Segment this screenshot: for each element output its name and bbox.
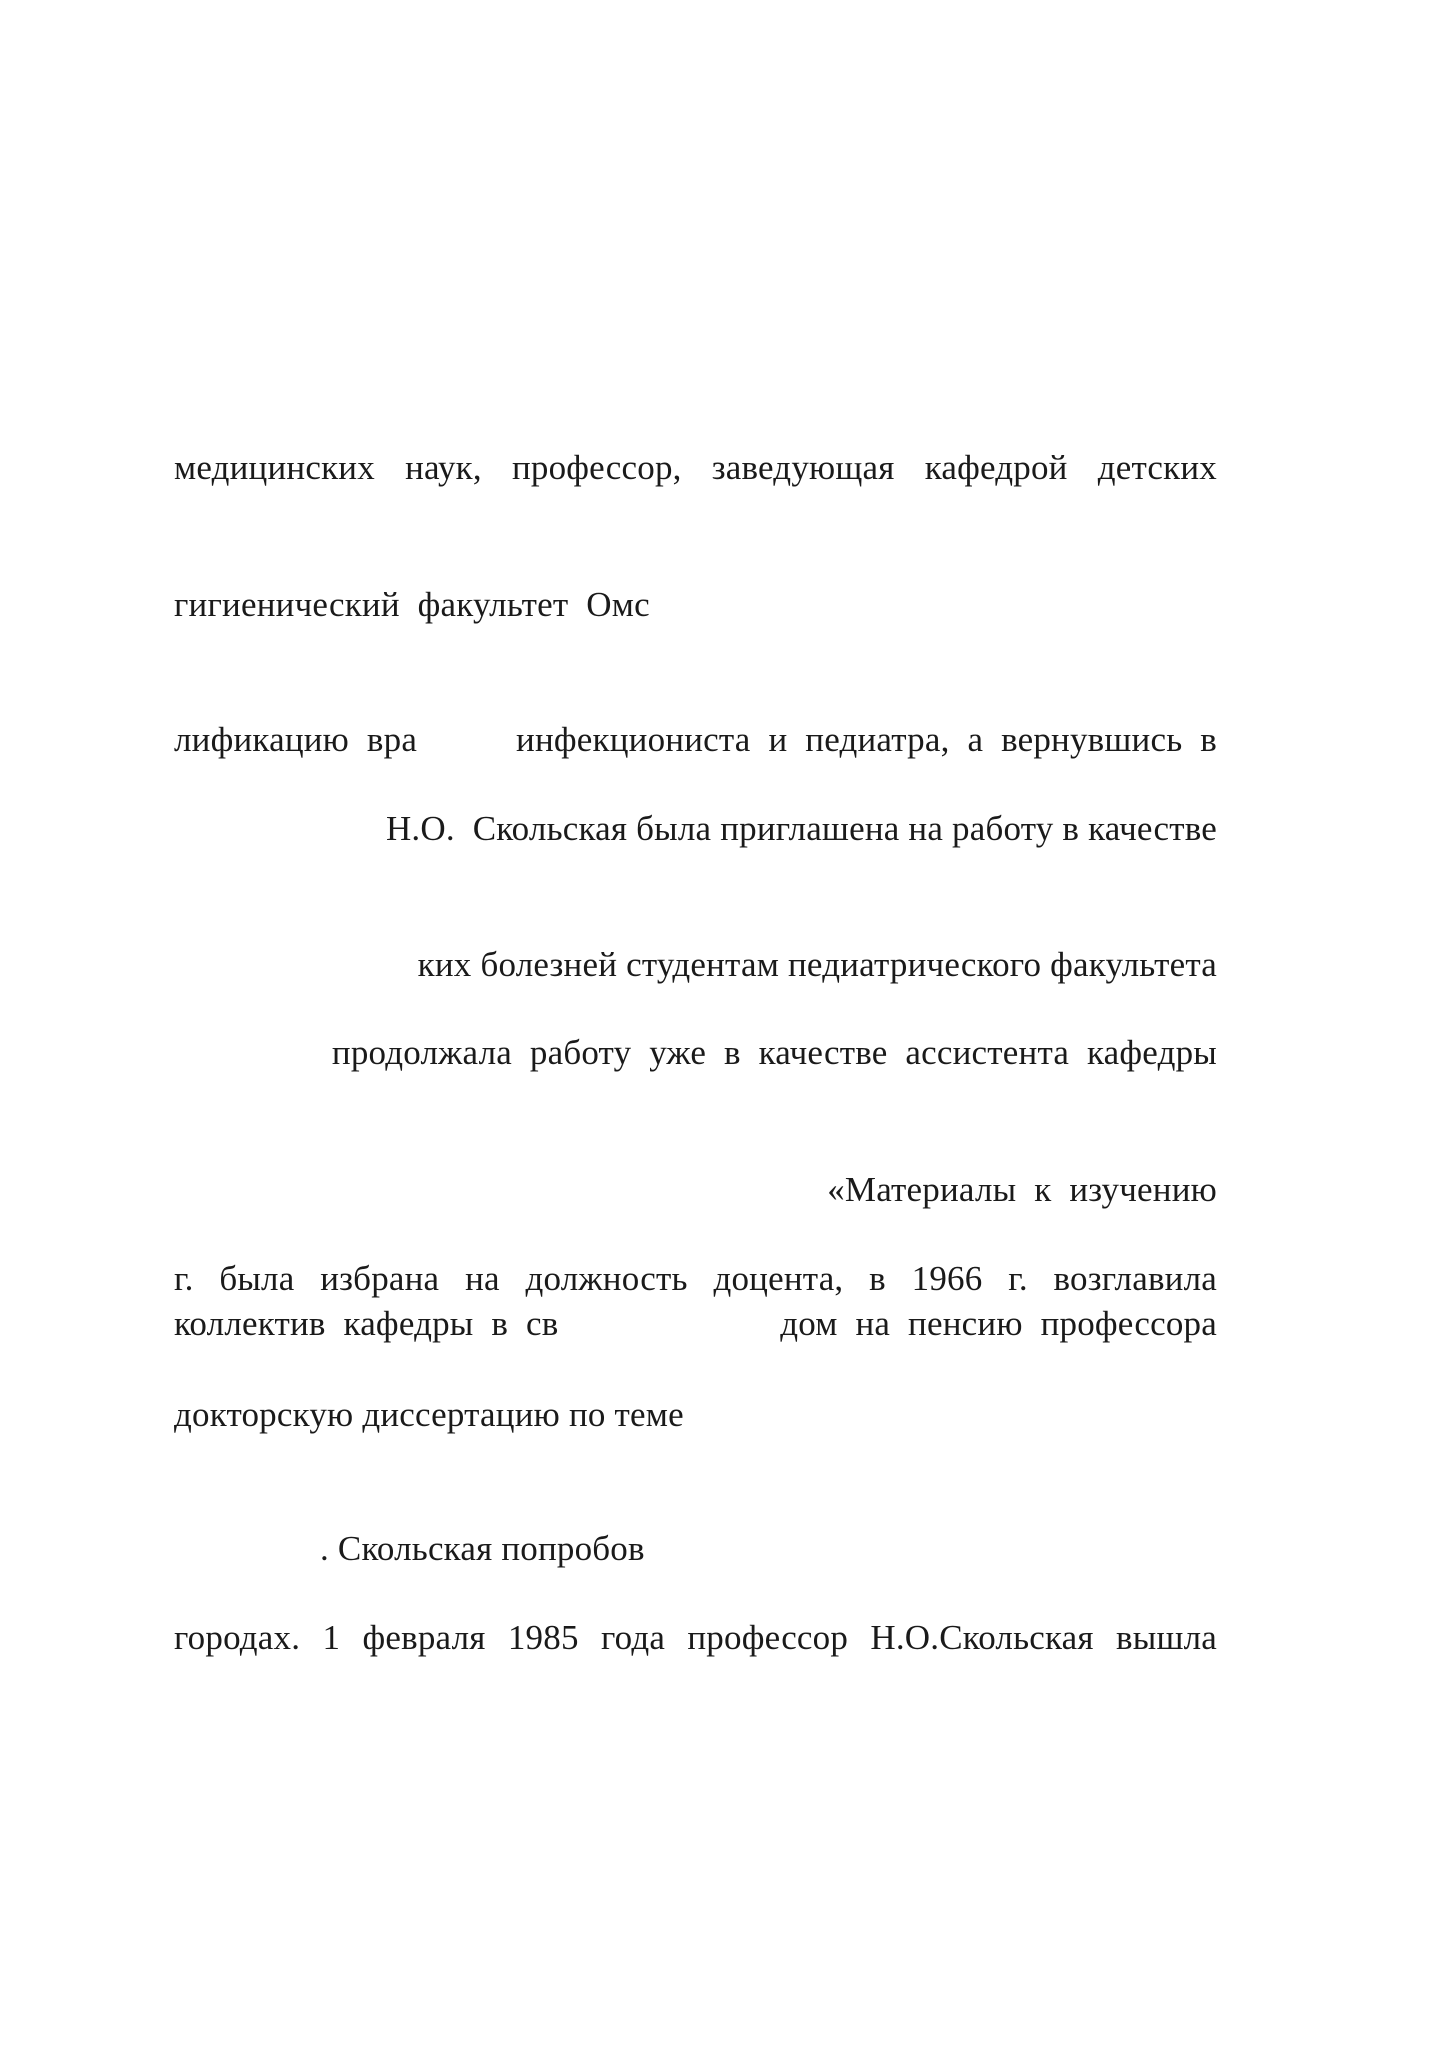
text-line: коллектив кафедры в св	[174, 1304, 559, 1343]
text-line: докторскую диссертацию по теме	[174, 1395, 684, 1434]
text-line: ких болезней студентам педиатрического факультета	[417, 945, 1217, 984]
text-line: дом на пенсию профессора	[780, 1304, 1217, 1343]
text-line: городах. 1 февраля 1985 года профессор Н.О.Скольская вышла	[174, 1618, 1217, 1657]
text-line: инфекциониста и педиатра, а вернувшись в	[516, 720, 1217, 759]
text-line: «Материалы к изучению	[827, 1170, 1217, 1209]
text-line: г. была избрана на должность доцента, в 1966 г. возглавила	[174, 1259, 1217, 1298]
text-line: лификацию вра	[174, 720, 418, 759]
text-line: . Скольская попробов	[320, 1529, 645, 1568]
text-line: медицинских наук, профессор, заведующая кафедрой детских	[174, 448, 1217, 487]
text-line: Н.О. Скольская была приглашена на работу в качестве	[385, 809, 1217, 848]
text-line: гигиенический факультет Омс	[174, 585, 650, 624]
text-line: продолжала работу уже в качестве ассистента кафедры	[331, 1033, 1217, 1072]
